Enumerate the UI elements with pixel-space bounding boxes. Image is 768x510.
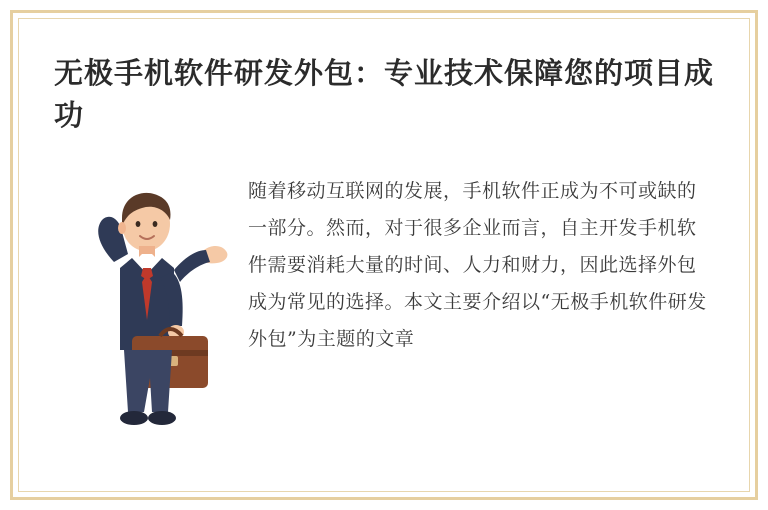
article-body xyxy=(54,150,714,450)
page-title: 无极手机软件研发外包：专业技术保障您的项目成功 xyxy=(54,56,715,133)
businessman-with-briefcase-illustration xyxy=(54,150,244,450)
illustration-svg xyxy=(54,150,244,450)
document-content xyxy=(26,26,742,484)
article-paragraph: 随着移动互联网的发展，手机软件正成为不可或缺的一部分。然而，对于很多企业而言，自主开发手机软件需要消耗大量的时间、人力和财力，因此选择外包成为常见的选择。本文主要介绍以“无极手机软件研发外包”为主题的文章 xyxy=(248,180,707,351)
